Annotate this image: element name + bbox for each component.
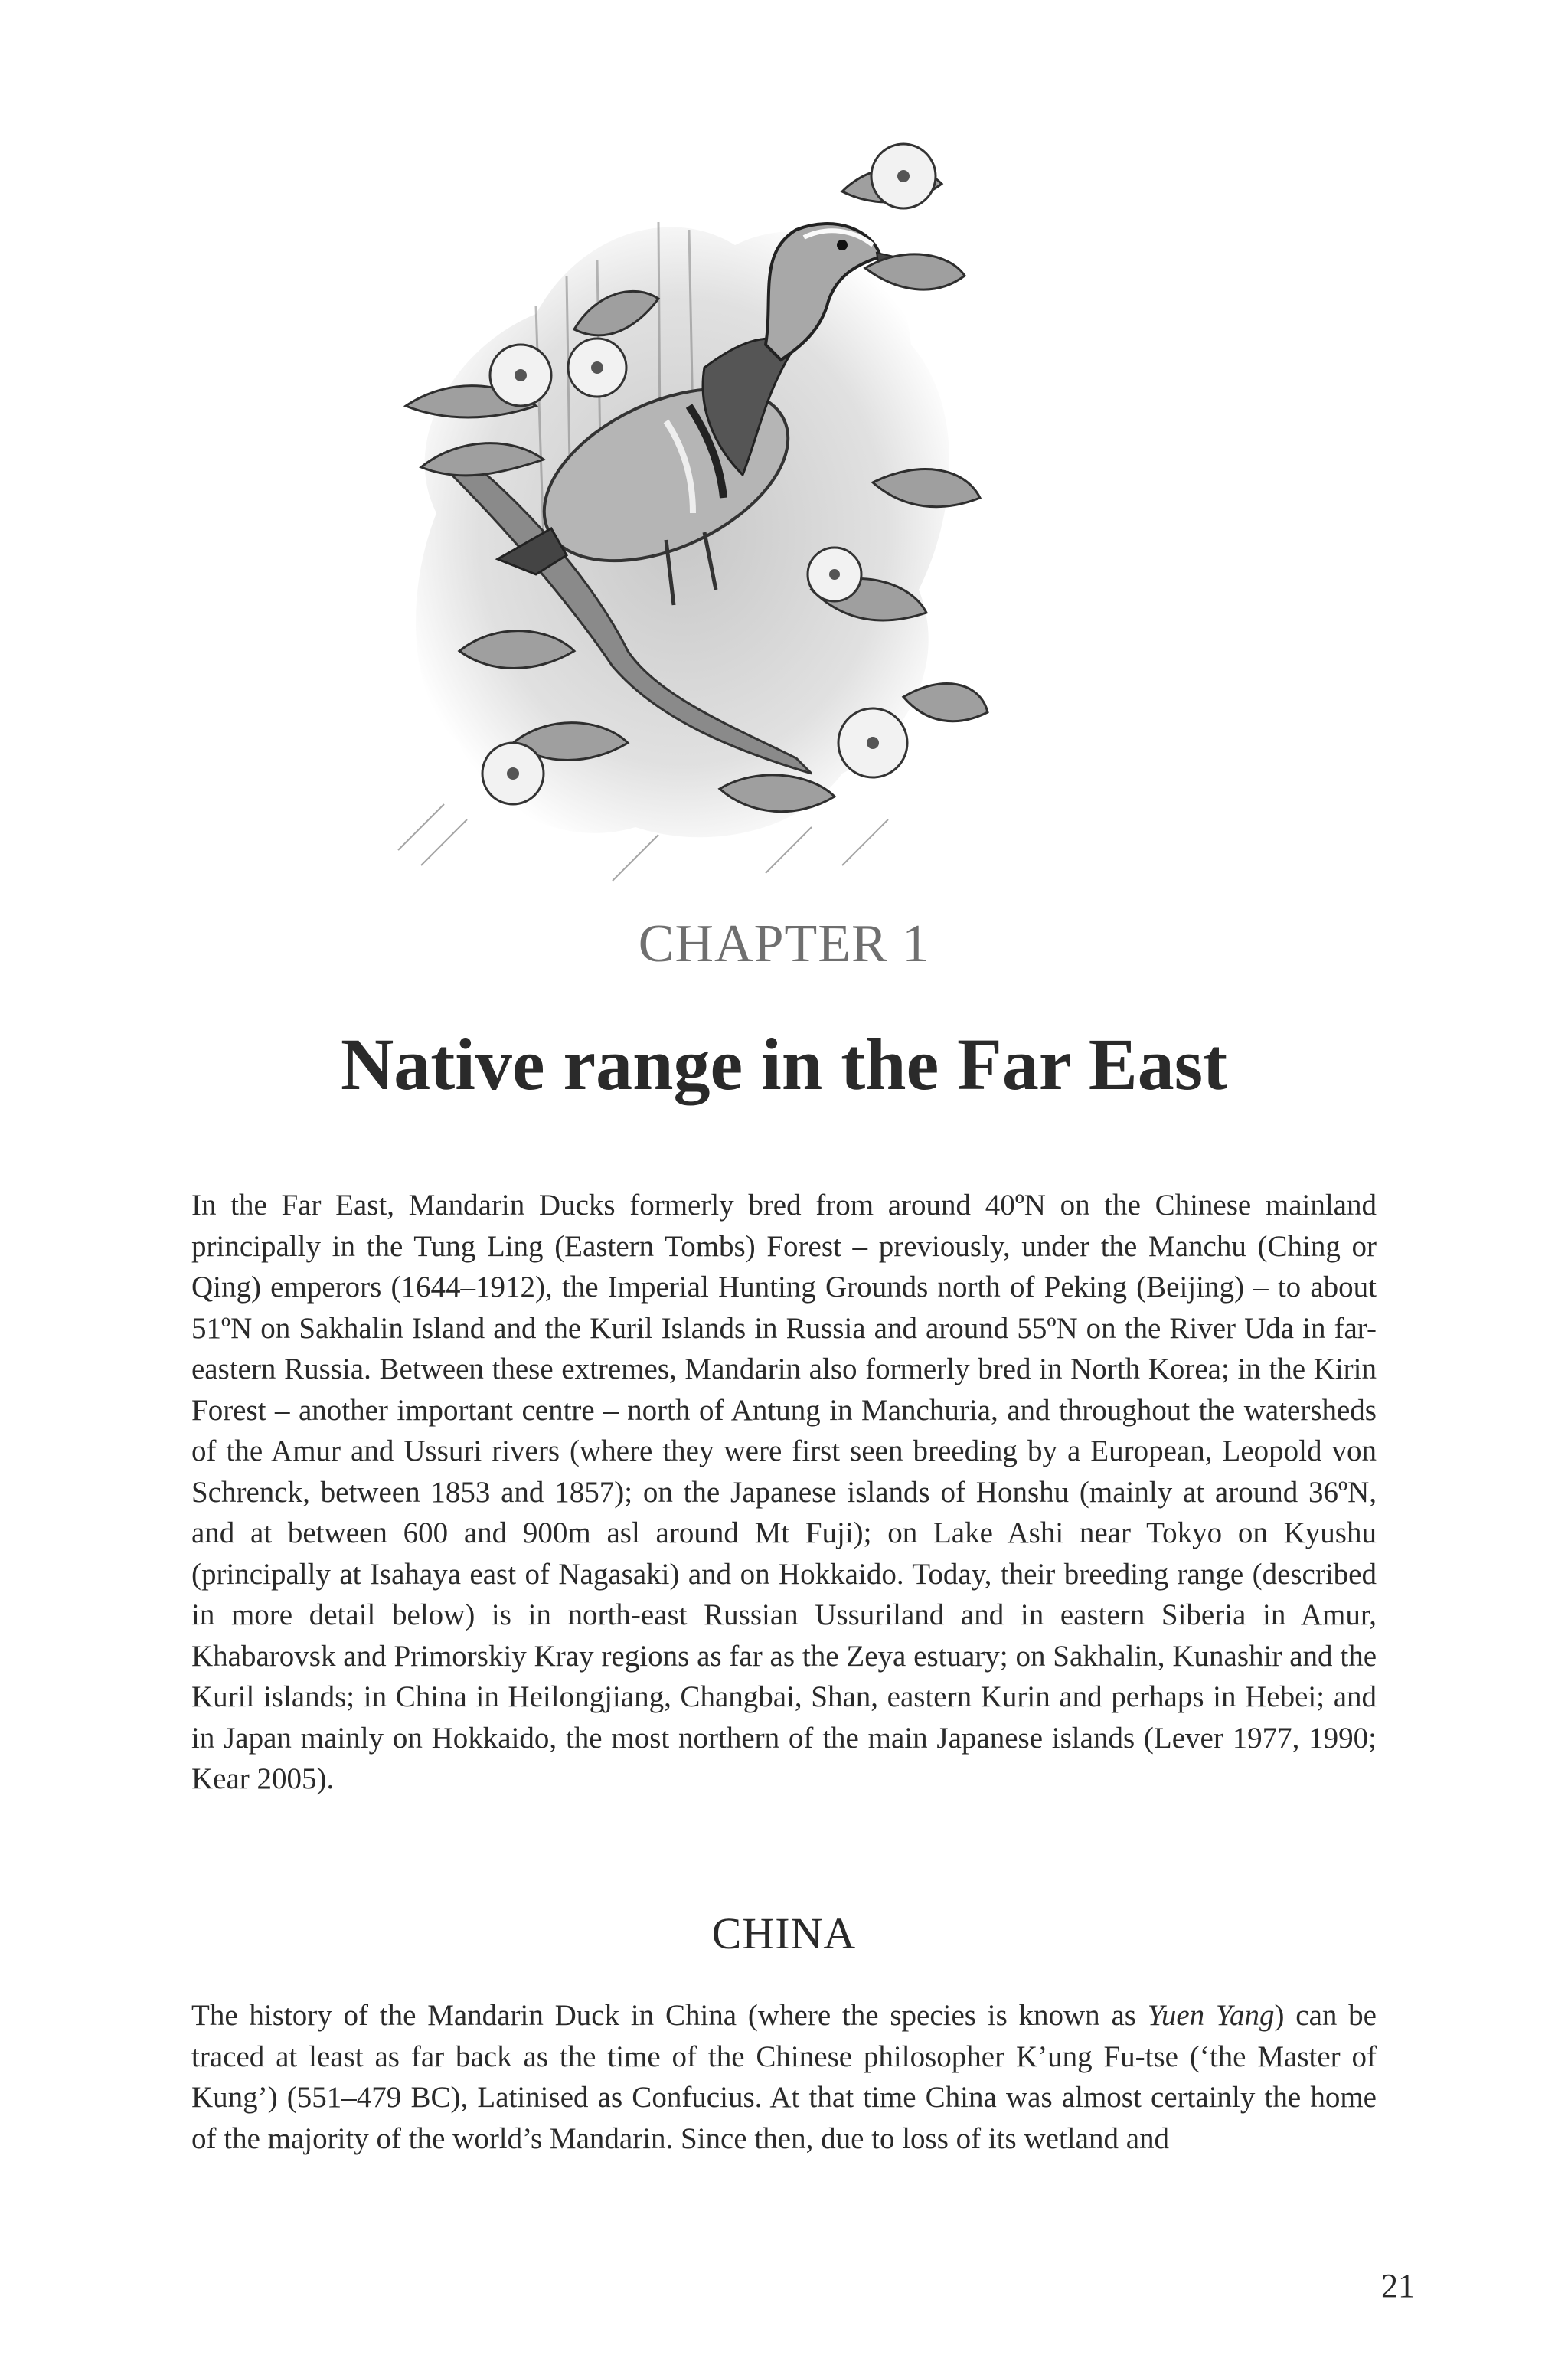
china-paragraph-rest: ) can be traced at least as far back as the time of the Chinese philosopher K’ung Fu-tse (‘the Master of Kung’) (551–479 BC), Latinised as Confucius. At that time China was almost certainly the home of the majority of the world’s Mandarin. Since then, due to loss of its wetland and bbox=[191, 1999, 1377, 2155]
intro-paragraph: In the Far East, Mandarin Ducks formerly bred from around 40ºN on the Chinese mainland principally in the Tung Ling (Eastern Tombs) Forest – previously, under the Manchu (Ching or Qing) emperors (1644–1912), the Imperial Hunting Grounds north of Peking (Beijing) – to about 51ºN on Sakhalin Island and the Kuril Islands in Russia and around 55ºN on the River Uda in far-eastern Russia. Between these extremes, Mandarin also formerly bred in North Korea; in the Kirin Forest – another important centre – north of Antung in Manchuria, and throughout the watersheds of the Amur and Ussuri rivers (where they were first seen breeding by a European, Leopold von Schrenck, between 1853 and 1857); on the Japanese islands of Honshu (mainly at around 36ºN, and at between 600 and 900m asl around Mt Fuji); on Lake Ashi near Tokyo on Kyushu (principally at Isahaya east of Nagasaki) and on Hokkaido. Today, their breeding range (described in more detail below) is in north-east Russian Ussuriland and in eastern Siberia in Amur, Khabarovsk and Primorskiy Kray regions as far as the Zeya estuary; on Sakhalin, Kunashir and the Kuril islands; in China in Heilongjiang, Changbai, Shan, eastern Kurin and perhaps in Hebei; and in Japan mainly on Hokkaido, the most northern of the main Japanese islands (Lever 1977, 1990; Kear 2005). bbox=[191, 1189, 1377, 1795]
chapter-label: CHAPTER 1 bbox=[638, 914, 930, 973]
section-heading-china: CHINA bbox=[711, 1909, 857, 1958]
china-paragraph-italic-name: Yuen Yang bbox=[1147, 1999, 1275, 2032]
china-paragraph bbox=[191, 1995, 1377, 2159]
mandarin-duck-sketch-icon bbox=[306, 115, 995, 919]
chapter-title: Native range in the Far East bbox=[340, 1023, 1228, 1105]
page-number: 21 bbox=[1381, 2267, 1415, 2304]
china-paragraph-start: The history of the Mandarin Duck in China (where the species is known as bbox=[191, 1999, 1148, 2032]
